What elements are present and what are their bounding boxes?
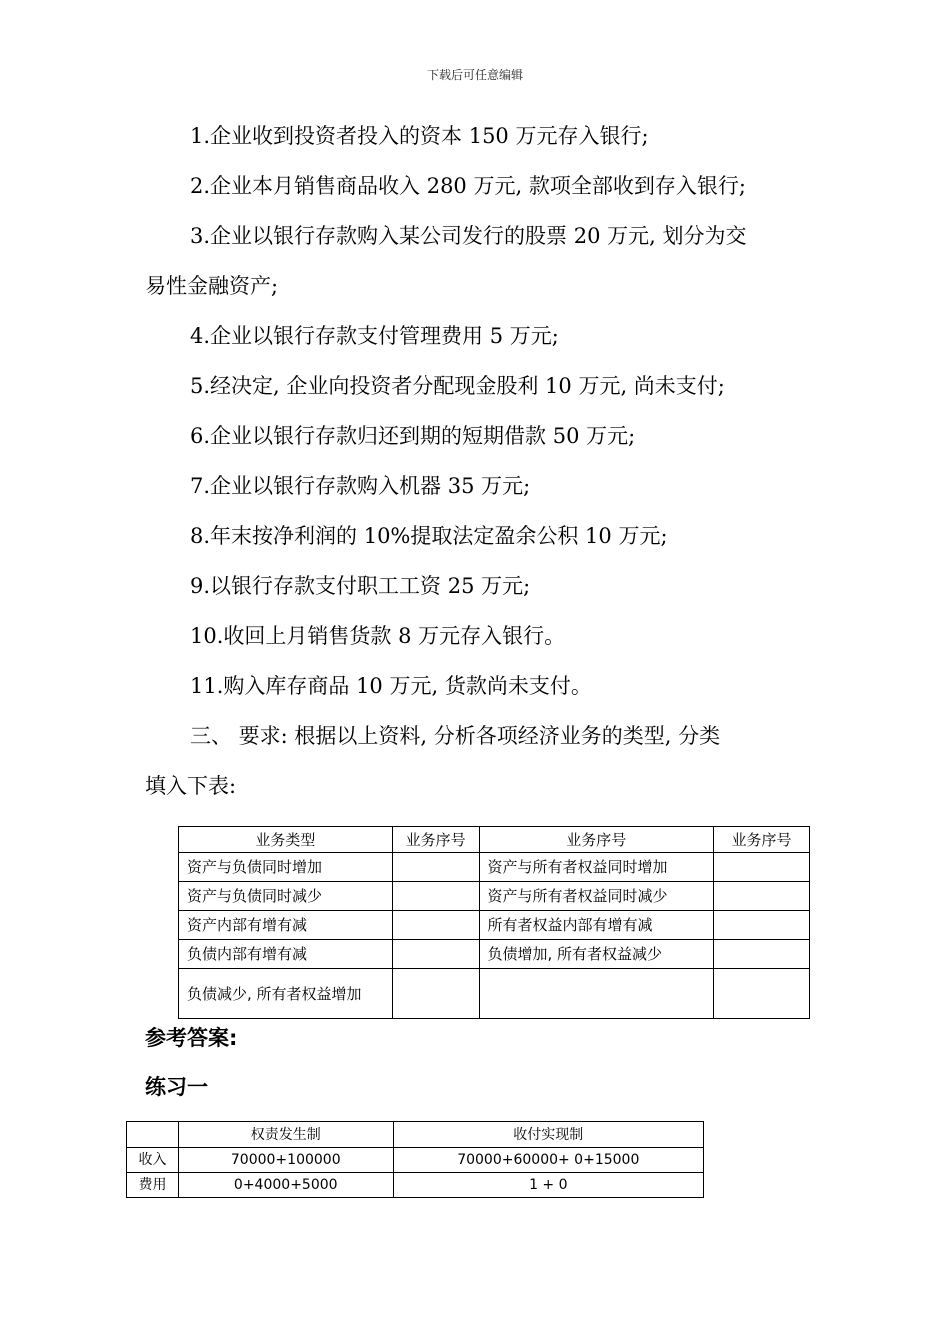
item-4: 4.企业以银行存款支付管理费用 5 万元; bbox=[190, 324, 559, 348]
page-header: 下载后可任意编辑 bbox=[426, 68, 523, 82]
table-cell bbox=[392, 911, 479, 940]
table-header-row bbox=[127, 1122, 704, 1148]
table-cell: 负债增加, 所有者权益减少 bbox=[479, 940, 714, 969]
table-cell bbox=[714, 882, 810, 911]
table-cell: 费用 bbox=[127, 1173, 179, 1198]
table-row bbox=[179, 853, 810, 882]
table-cell: 所有者权益内部有增有减 bbox=[479, 911, 714, 940]
business-type-table bbox=[178, 826, 810, 1019]
table-cell bbox=[714, 853, 810, 882]
table-cell: 资产与负债同时减少 bbox=[179, 882, 393, 911]
table-cell: 1 + 0 bbox=[393, 1173, 703, 1198]
table-cell bbox=[714, 940, 810, 969]
item-3: 3.企业以银行存款购入某公司发行的股票 20 万元, 划分为交 bbox=[190, 224, 747, 248]
table-row bbox=[127, 1173, 704, 1198]
table-cell: 70000+60000+ 0+15000 bbox=[393, 1148, 703, 1173]
table-cell bbox=[714, 969, 810, 1019]
table-cell bbox=[392, 969, 479, 1019]
item-1: 1.企业收到投资者投入的资本 150 万元存入银行; bbox=[190, 124, 649, 148]
item-6: 6.企业以银行存款归还到期的短期借款 50 万元; bbox=[190, 424, 636, 448]
table-row bbox=[179, 911, 810, 940]
table-cell: 资产内部有增有减 bbox=[179, 911, 393, 940]
item-10: 10.收回上月销售货款 8 万元存入银行。 bbox=[190, 624, 566, 648]
table-cell: 资产与所有者权益同时减少 bbox=[479, 882, 714, 911]
table-header-row bbox=[179, 827, 810, 853]
requirement: 三、 要求: 根据以上资料, 分析各项经济业务的类型, 分类 bbox=[190, 724, 721, 748]
table-cell: 负债内部有增有减 bbox=[179, 940, 393, 969]
item-9: 9.以银行存款支付职工工资 25 万元; bbox=[190, 574, 531, 598]
item-7: 7.企业以银行存款购入机器 35 万元; bbox=[190, 474, 531, 498]
header-cell bbox=[127, 1122, 179, 1148]
table-cell bbox=[392, 853, 479, 882]
table-cell: 负债减少, 所有者权益增加 bbox=[179, 969, 393, 1019]
item-3-continued: 易性金融资产; bbox=[145, 274, 279, 298]
item-list bbox=[145, 111, 815, 811]
table-cell bbox=[392, 882, 479, 911]
table-cell: 资产与负债同时增加 bbox=[179, 853, 393, 882]
header-cell: 业务类型 bbox=[179, 827, 393, 853]
item-11: 11.购入库存商品 10 万元, 货款尚未支付。 bbox=[190, 674, 592, 698]
table-cell bbox=[479, 969, 714, 1019]
table-row bbox=[179, 882, 810, 911]
table-cell: 0+4000+5000 bbox=[178, 1173, 393, 1198]
header-cell: 业务序号 bbox=[714, 827, 810, 853]
table-row bbox=[127, 1148, 704, 1173]
table-cell: 收入 bbox=[127, 1148, 179, 1173]
header-cell: 权责发生制 bbox=[178, 1122, 393, 1148]
table-cell: 70000+100000 bbox=[178, 1148, 393, 1173]
table-cell bbox=[392, 940, 479, 969]
table-row bbox=[179, 940, 810, 969]
answer-heading: 参考答案: bbox=[145, 1026, 238, 1050]
item-8: 8.年末按净利润的 10%提取法定盈余公积 10 万元; bbox=[190, 524, 668, 548]
table-cell: 资产与所有者权益同时增加 bbox=[479, 853, 714, 882]
table-cell bbox=[714, 911, 810, 940]
basis-comparison-table bbox=[126, 1121, 704, 1198]
header-cell: 业务序号 bbox=[479, 827, 714, 853]
exercise-heading: 练习一 bbox=[145, 1075, 208, 1099]
item-2: 2.企业本月销售商品收入 280 万元, 款项全部收到存入银行; bbox=[190, 174, 746, 198]
requirement-continued: 填入下表: bbox=[145, 774, 237, 798]
table-row bbox=[179, 969, 810, 1019]
header-cell: 业务序号 bbox=[392, 827, 479, 853]
item-5: 5.经决定, 企业向投资者分配现金股利 10 万元, 尚未支付; bbox=[190, 374, 725, 398]
header-cell: 收付实现制 bbox=[393, 1122, 703, 1148]
